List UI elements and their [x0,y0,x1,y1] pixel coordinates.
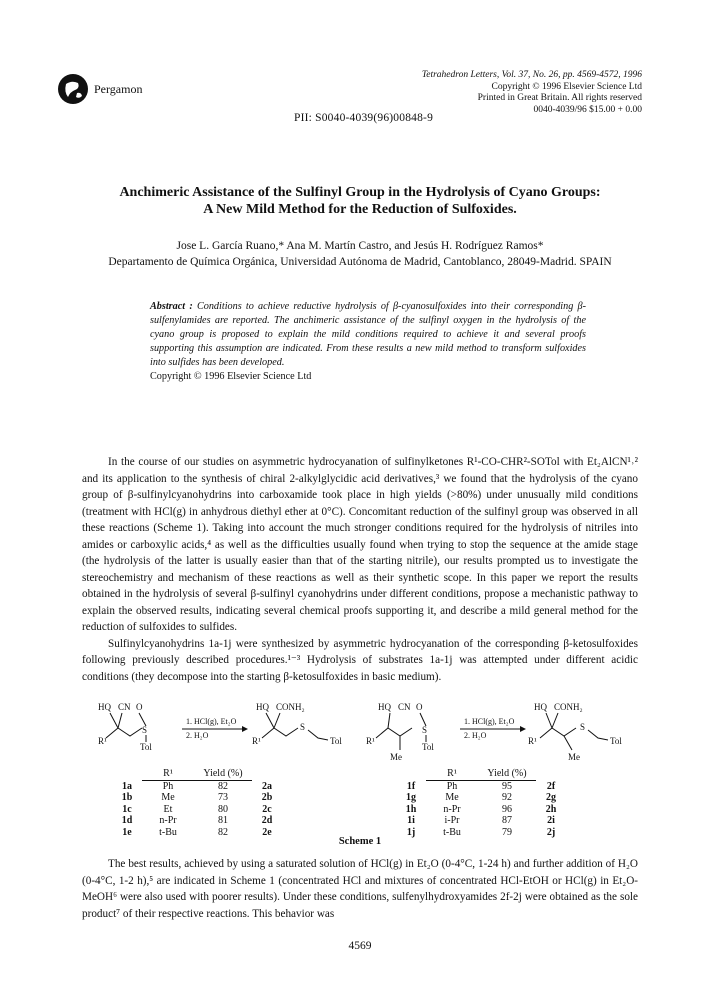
me-label: Me [568,752,580,762]
r1-value: i-Pr [444,815,460,827]
substrate-id: 1g [406,792,416,804]
substrate-id: 1f [406,780,416,792]
cn-label: CN [118,702,131,712]
col-header-r1: R¹ [426,768,478,780]
pii: PII: S0040-4039(96)00848-9 [294,112,434,124]
hq-label: HQ [534,702,547,712]
abstract-copyright: Copyright © 1996 Elsevier Science Ltd [150,371,312,382]
yield-value: 81 [218,815,228,827]
hq-label: HQ [98,702,111,712]
copyright-line: Copyright © 1996 Elsevier Science Ltd [491,81,642,92]
product-id: 2f [546,780,556,792]
yield-value: 73 [218,792,228,804]
r1-value: n-Pr [443,803,461,815]
yield-table-left [112,768,282,838]
substrate-id: 1e [122,826,132,838]
yield-value: 80 [218,803,228,815]
tol-label: Tol [422,742,434,752]
table-row [112,815,282,827]
yield-value: 96 [502,803,512,815]
table-row [112,780,282,792]
me-label: Me [390,752,402,762]
reagent-1: 1. HCl(g), Et₂O [186,717,237,726]
abstract-text: Conditions to achieve reductive hydrolysis of β-cyanosulfoxides into their corresponding β-sulfenylamides are reported. The anchimeric assistance of the sulfinyl oxygen in the hydrolysis of the cyano group is proposed to explain the mild conditions required to achieve it and several proofs supporting this assumption are indicated. From these results a new mild method to transform sulfoxides into sulfides has been developed. [150,301,586,368]
substrate-id: 1h [405,803,417,815]
product-id: 2j [546,826,556,838]
journal-citation: Tetrahedron Letters, Vol. 37, No. 26, pp. 4569-4572, 1996 [421,70,642,80]
tol-label: Tol [140,742,152,752]
substrate-right-structure [366,702,434,762]
product-id: 2g [546,792,556,804]
conh2-label: CONH₂ [554,702,583,712]
col-header-yield: Yield (%) [194,768,252,780]
table-row [112,792,282,804]
yield-value: 82 [218,826,228,838]
reagent-2: 2. H₂O [464,731,487,740]
price-line: 0040-4039/96 $15.00 + 0.00 [533,104,642,115]
substrate-id: 1j [406,826,416,838]
abstract [150,300,586,384]
substrate-id: 1b [121,792,133,804]
col-header-r1: R¹ [142,768,194,780]
body-text [82,454,638,685]
table-row [396,804,566,816]
title-line-1: Anchimeric Assistance of the Sulfinyl Group in the Hydrolysis of Cyano Groups: [119,185,601,200]
r1-value: t-Bu [443,826,461,838]
o-label: O [136,702,143,712]
reaction-arrow-right [460,717,526,740]
author-block [60,238,660,270]
product-id: 2e [262,826,272,838]
page-number: 4569 [348,940,372,952]
s-label: S [422,725,428,735]
conh2-label: CONH₂ [276,702,305,712]
scheme-1-structures [60,700,660,768]
globe-icon [58,74,88,104]
r1-label: R¹ [98,736,107,746]
substrate-id: 1c [122,803,132,815]
yield-value: 79 [502,826,512,838]
affiliation: Departamento de Química Orgánica, Universidad Autónoma de Madrid, Cantoblanco, 28049-Madrid. SPAIN [108,256,612,268]
tol-label: Tol [330,736,342,746]
tol-label: Tol [610,736,622,746]
col-header-yield: Yield (%) [478,768,536,780]
yield-table-right [396,768,566,838]
table-row [396,815,566,827]
yield-value: 87 [502,815,512,827]
r1-value: Me [161,792,175,804]
o-label: O [416,702,423,712]
paragraph-3: The best results, achieved by using a saturated solution of HCl(g) in Et₂O (0-4°C, 1-24 h) and further addition of H₂O (0-4°C, 1-2 h),⁵ are indicated in Scheme 1 (concentrated HCl and mixtures of concentrated HCl-EtOH or HCl(g) in Et₂O-MeOH⁶ were also used with poorer results). Under these conditions, sulfenylhydroxyamides 2f-2j were obtained as the sole product⁷ of their respective reactions. This behavior was [82,858,638,920]
journal-info [342,70,642,116]
s-label: S [300,722,306,732]
publisher-name: Pergamon [94,82,143,96]
r1-value: Ph [162,780,174,792]
paper-title [60,184,660,218]
product-left-structure [252,702,342,746]
r1-value: Ph [446,780,458,792]
substrate-id: 1d [121,815,133,827]
reagent-2: 2. H₂O [186,731,209,740]
cn-label: CN [398,702,411,712]
reaction-arrow-left [182,717,248,740]
product-id: 2h [545,803,557,815]
table-row [112,804,282,816]
r1-value: n-Pr [159,815,177,827]
table-header-row [396,768,566,780]
r1-value: Et [163,803,173,815]
pergamon-logo [58,74,88,104]
yield-value: 92 [502,792,512,804]
body-text-continued [82,856,638,922]
table-row [396,780,566,792]
product-id: 2c [262,803,272,815]
substrate-id: 1a [122,780,132,792]
paragraph-2: Sulfinylcyanohydrins 1a-1j were synthesized by asymmetric hydrocyanation of the corresponding β-ketosulfoxides following previously described procedures.¹⁻³ Hydrolysis of substrates 1a-1j was attempted under different acidic conditions (they decompose into the starting β-ketosulfoxides in basic medium). [82,637,638,683]
s-label: S [142,725,148,735]
scheme-caption: Scheme 1 [338,836,382,847]
hq-label: HQ [256,702,269,712]
s-label: S [580,722,586,732]
substrate-left-structure [98,702,152,752]
hq-label: HQ [378,702,391,712]
reagent-1: 1. HCl(g), Et₂O [464,717,515,726]
yield-value: 82 [218,780,228,792]
product-id: 2b [261,792,273,804]
product-right-structure [528,702,622,762]
abstract-label: Abstract : [150,301,193,312]
product-id: 2a [262,780,272,792]
title-line-2: A New Mild Method for the Reduction of Sulfoxides. [203,202,517,217]
product-id: 2d [261,815,273,827]
r1-label: R¹ [252,736,261,746]
r1-value: Me [445,792,459,804]
table-row [396,792,566,804]
product-id: 2i [547,815,555,827]
yield-value: 95 [502,780,512,792]
r1-label: R¹ [528,736,537,746]
paragraph-1: In the course of our studies on asymmetric hydrocyanation of sulfinylketones R¹-CO-CHR²-SOTol with Et₂AlCN¹˒² and its application to the synthesis of chiral 2-alkylglycidic acid derivatives,³ we found that the hydrolysis of the cyano group of β-sulfinylcyanohydrins into carboxamide took place in high yields (>80%) under unusually mild conditions (treatment with HCl(g) in anhydrous diethyl ether at 0°C). Concomitant reduction of the sulfinyl group was observed in all these reactions (Scheme 1). Taking into account the much stronger conditions required for the hydrolysis of nitriles into amides or carboxylic acids,⁴ as well as the difficulties usually found when trying to stop the sequence at the amide stage (the hydrolysis of the latter is usually easier than that of the starting nitrile), our results prompted us to investigate the stereochemistry and mechanism of these reactions as well as their synthetic scope. In this paper we report the results obtained in the hydrolysis of several β-sulfinyl cyanohydrins under different conditions, propose a mechanistic pathway to explain the observed results, indicating several chemical proofs supporting it, and describe a mild general method for the reduction of sulfoxides to sulfides. [82,456,638,633]
r1-value: t-Bu [159,826,177,838]
r1-label: R¹ [366,736,375,746]
table-header-row [112,768,282,780]
substrate-id: 1i [407,815,415,827]
authors: Jose L. García Ruano,* Ana M. Martín Castro, and Jesús H. Rodríguez Ramos* [176,240,544,252]
printed-line: Printed in Great Britain. All rights reserved [477,93,642,103]
